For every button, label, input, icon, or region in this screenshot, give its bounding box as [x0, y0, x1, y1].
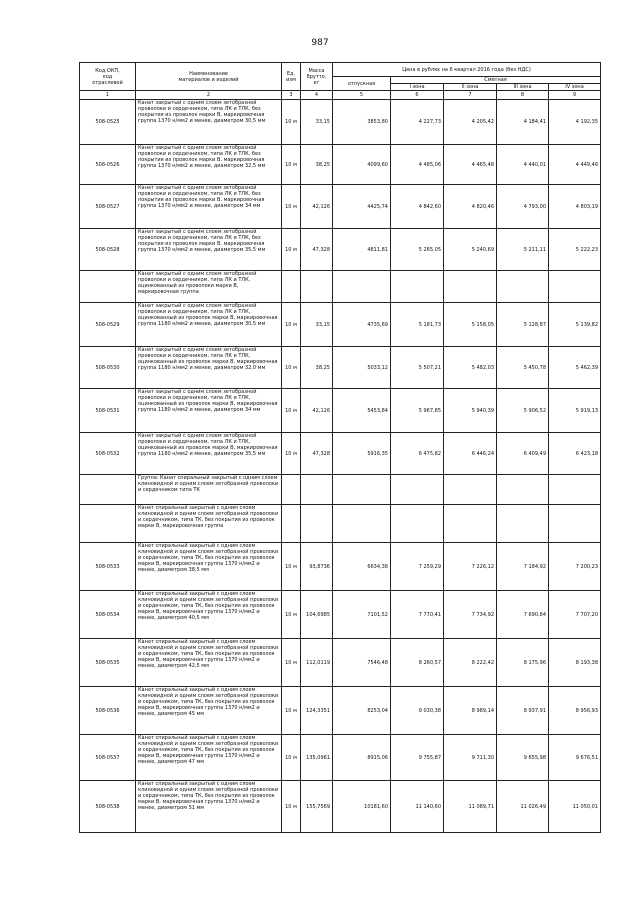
- row-name: Канат спиральный закрытый с одним слоем клиновидной и одним слоем зетобразной проволоки и сердечником, типа ТК, без покрытия из проволок марки В, маркировочная группа 1370 н/мм2 и менее, диаметром 51 мм: [136, 781, 282, 833]
- row-unit: 10 м: [282, 687, 301, 735]
- table-row: [80, 639, 601, 687]
- row-zone-4-price: [549, 505, 601, 543]
- row-code: 508-0526: [80, 145, 136, 185]
- table-row: [80, 781, 601, 833]
- row-zone-1-price: 4 485,06: [391, 145, 444, 185]
- row-mass: 42,126: [301, 185, 333, 229]
- table-row: [80, 347, 601, 389]
- row-zone-1-price: 4 842,60: [391, 185, 444, 229]
- col-num-3: 3: [282, 91, 301, 100]
- row-name: Канат закрытый с одним слоем зетобразной проволоки и сердечником, типа ЛК и ТЛК, оцинкованный из проволок марки В, маркировочная группа 1180 н/мм2 и менее, диаметром 34 мм: [136, 389, 282, 433]
- row-zone-2-price: [444, 475, 497, 505]
- row-unit: 10 м: [282, 145, 301, 185]
- table-row: [80, 229, 601, 271]
- row-release-price: 8915,06: [333, 735, 391, 781]
- row-name: Канат спиральный закрытый с одним слоем клиновидной и одним слоем зетобразной проволоки и сердечником, типа ТК, без покрытия из проволок марки В, маркировочная группа 1370 н/мм2 и менее, диаметром 42,5 мм: [136, 639, 282, 687]
- row-release-price: 3853,80: [333, 100, 391, 145]
- row-unit: 10 м: [282, 389, 301, 433]
- row-zone-3-price: 11 026,49: [497, 781, 549, 833]
- header-zone-3: III зона: [497, 84, 549, 91]
- header-unit: [282, 63, 301, 91]
- row-code: 508-0538: [80, 781, 136, 833]
- row-zone-2-price: 5 240,69: [444, 229, 497, 271]
- col-num-6: 6: [391, 91, 444, 100]
- row-zone-3-price: 7 690,84: [497, 591, 549, 639]
- row-zone-2-price: [444, 505, 497, 543]
- row-release-price: [333, 271, 391, 303]
- row-release-price: 5033,12: [333, 347, 391, 389]
- col-num-2: 2: [136, 91, 282, 100]
- row-zone-2-price: 8 222,42: [444, 639, 497, 687]
- row-zone-1-price: 8 260,57: [391, 639, 444, 687]
- header-estimated: Сметная: [391, 77, 601, 84]
- row-zone-4-price: 7 200,23: [549, 543, 601, 591]
- row-zone-4-price: 8 193,38: [549, 639, 601, 687]
- row-mass: 33,15: [301, 303, 333, 347]
- row-zone-4-price: 5 139,82: [549, 303, 601, 347]
- row-zone-3-price: 5 128,87: [497, 303, 549, 347]
- row-zone-4-price: 4 192,35: [549, 100, 601, 145]
- row-zone-1-price: 5 265,05: [391, 229, 444, 271]
- row-zone-2-price: 5 482,03: [444, 347, 497, 389]
- header-code-text: Код ОКП, код отраслевой: [92, 67, 123, 86]
- row-code: 508-0532: [80, 433, 136, 475]
- row-unit: [282, 475, 301, 505]
- col-num-8: 8: [497, 91, 549, 100]
- row-mass: [301, 271, 333, 303]
- header-name: [136, 63, 282, 91]
- table-row: [80, 271, 601, 303]
- row-zone-4-price: 4 803,19: [549, 185, 601, 229]
- row-zone-1-price: [391, 271, 444, 303]
- row-unit: 10 м: [282, 229, 301, 271]
- row-mass: 38,25: [301, 347, 333, 389]
- row-name: Канат спиральный закрытый с одним слоем клиновидной и одним слоем зетобразной проволоки и сердечником, типа ТК, без покрытия из проволок марки В, маркировочная группа 1370 н/мм2 и менее, диаметром 45 мм: [136, 687, 282, 735]
- row-mass: 38,25: [301, 145, 333, 185]
- table-row: [80, 100, 601, 145]
- table-row: [80, 145, 601, 185]
- table-row: [80, 591, 601, 639]
- row-zone-3-price: 8 175,96: [497, 639, 549, 687]
- row-zone-4-price: 11 050,01: [549, 781, 601, 833]
- row-zone-1-price: 6 475,82: [391, 433, 444, 475]
- row-code: 508-0537: [80, 735, 136, 781]
- row-release-price: 4425,74: [333, 185, 391, 229]
- row-zone-4-price: 8 956,93: [549, 687, 601, 735]
- row-zone-3-price: [497, 271, 549, 303]
- row-name: Канат закрытый с одним слоем зетобразной проволоки и сердечником, типа ЛК и ТЛК, оцинкованный из проволок марки В, маркировочная группа 1180 н/мм2 и менее, диаметром 30,5 мм: [136, 303, 282, 347]
- row-mass: 47,328: [301, 229, 333, 271]
- row-unit: 10 м: [282, 100, 301, 145]
- row-release-price: 7101,52: [333, 591, 391, 639]
- row-zone-1-price: 5 967,85: [391, 389, 444, 433]
- col-num-5: 5: [333, 91, 391, 100]
- row-code: 508-0529: [80, 303, 136, 347]
- row-zone-1-price: 9 755,87: [391, 735, 444, 781]
- table-row: [80, 735, 601, 781]
- row-zone-2-price: [444, 271, 497, 303]
- row-zone-3-price: 9 655,98: [497, 735, 549, 781]
- row-code: 508-0528: [80, 229, 136, 271]
- table-body: [80, 100, 601, 833]
- row-zone-3-price: 8 937,91: [497, 687, 549, 735]
- row-unit: 10 м: [282, 639, 301, 687]
- row-zone-4-price: 5 462,39: [549, 347, 601, 389]
- row-zone-4-price: 5 222,23: [549, 229, 601, 271]
- row-code: [80, 271, 136, 303]
- row-zone-2-price: 11 089,71: [444, 781, 497, 833]
- column-numbers-row: [80, 91, 601, 100]
- row-unit: 10 м: [282, 303, 301, 347]
- row-name: Группа: Канат спиральный закрытый с одним слоем клиновидной и одним слоем зетобразной проволоки и сердечником типа ТК: [136, 475, 282, 505]
- row-zone-1-price: 7 259,29: [391, 543, 444, 591]
- header-mass: [301, 63, 333, 91]
- table-row: [80, 433, 601, 475]
- row-zone-1-price: 5 507,21: [391, 347, 444, 389]
- table-row: [80, 505, 601, 543]
- row-zone-4-price: 6 423,18: [549, 433, 601, 475]
- row-zone-4-price: 7 707,20: [549, 591, 601, 639]
- row-zone-4-price: 9 676,51: [549, 735, 601, 781]
- row-release-price: [333, 505, 391, 543]
- row-mass: 135,0961: [301, 735, 333, 781]
- row-zone-3-price: [497, 505, 549, 543]
- row-name: Канат закрытый с одним слоем зетобразной проволоки и сердечником, типа ЛК и ТЛК, без покрытия из проволок марки В, маркировочная группа 1370 н/мм2 и менее, диаметром 32,5 мм: [136, 145, 282, 185]
- row-code: [80, 475, 136, 505]
- row-name: Канат спиральный закрытый с одним слоем клиновидной и одним слоем зетобразной проволоки и сердечником, типа ТК, без покрытия из проволок марки В, маркировочная группа 1370 н/мм2 и менее, диаметром 47 мм: [136, 735, 282, 781]
- row-code: [80, 505, 136, 543]
- row-mass: 112,0119: [301, 639, 333, 687]
- row-code: 508-0536: [80, 687, 136, 735]
- row-release-price: 6634,38: [333, 543, 391, 591]
- row-mass: [301, 505, 333, 543]
- header-name-text: Наименование материалов и изделий: [178, 70, 239, 83]
- row-mass: 47,328: [301, 433, 333, 475]
- row-code: 508-0535: [80, 639, 136, 687]
- header-price-title: Цена в рублях на 6 квартал 2016 года (без НДС): [333, 63, 601, 77]
- row-mass: 124,3351: [301, 687, 333, 735]
- row-release-price: 10181,60: [333, 781, 391, 833]
- price-table: [79, 62, 601, 833]
- row-code: 508-0534: [80, 591, 136, 639]
- row-release-price: 4099,60: [333, 145, 391, 185]
- row-mass: 93,8736: [301, 543, 333, 591]
- row-zone-2-price: 7 226,12: [444, 543, 497, 591]
- table-row: [80, 687, 601, 735]
- row-zone-2-price: 8 989,14: [444, 687, 497, 735]
- row-code: 508-0530: [80, 347, 136, 389]
- table-row: [80, 303, 601, 347]
- row-code: 508-0531: [80, 389, 136, 433]
- row-zone-3-price: [497, 475, 549, 505]
- row-zone-4-price: 4 449,46: [549, 145, 601, 185]
- row-name: Канат закрытый с одним слоем зетобразной проволоки и сердечником, типа ЛК и ТЛК, оцинкованный из проволок марки В, маркировочная группа 1180 н/мм2 и менее, диаметром 35,5 мм: [136, 433, 282, 475]
- header-release: отпускная: [333, 77, 391, 91]
- row-zone-1-price: 11 140,60: [391, 781, 444, 833]
- row-unit: 10 м: [282, 735, 301, 781]
- row-name: Канат спиральный закрытый с одним слоем клиновидной и одним слоем зетобразной проволоки и сердечником, типа ТК, без покрытия из проволок марки В, маркировочная группа 1370 н/мм2 и менее, диаметром 38,5 мм: [136, 543, 282, 591]
- row-zone-2-price: 4 820,46: [444, 185, 497, 229]
- row-name: Канат закрытый с одним слоем зетобразной проволоки и сердечником, типа ЛК и ТЛК, оцинкованный из проволоки марки В, маркировочная группа: [136, 271, 282, 303]
- row-mass: 104,6985: [301, 591, 333, 639]
- row-zone-1-price: [391, 505, 444, 543]
- row-name: Канат спиральный закрытый с одним слоем клиновидной и одним слоем зетобразной проволоки и сердечником, типа ТК, без покрытия из проволок марки В, маркировочная группа 1370 н/мм2 и менее, диаметром 40,5 мм: [136, 591, 282, 639]
- row-zone-1-price: 5 181,73: [391, 303, 444, 347]
- page-number: 987: [311, 38, 329, 48]
- row-zone-3-price: 5 211,11: [497, 229, 549, 271]
- row-mass: [301, 475, 333, 505]
- header-zone-1: I зона: [391, 84, 444, 91]
- table-row: [80, 543, 601, 591]
- row-name: Канат закрытый с одним слоем зетобразной проволоки и сердечником, типа ЛК и ТЛК, без покрытия из проволок марки В, маркировочная группа 1370 н/мм2 и менее, диаметром 35,5 мм: [136, 229, 282, 271]
- row-unit: 10 м: [282, 591, 301, 639]
- row-name: Канат закрытый с одним слоем зетобразной проволоки и сердечником, типа ЛК и ТЛК, оцинкованный из проволок марки В, маркировочная группа 1180 н/мм2 и менее, диаметром 32,0 мм: [136, 347, 282, 389]
- col-num-1: 1: [80, 91, 136, 100]
- row-unit: [282, 271, 301, 303]
- row-zone-2-price: 7 734,92: [444, 591, 497, 639]
- row-zone-2-price: 5 940,39: [444, 389, 497, 433]
- col-num-9: 9: [549, 91, 601, 100]
- table-row: [80, 185, 601, 229]
- col-num-4: 4: [301, 91, 333, 100]
- row-unit: 10 м: [282, 185, 301, 229]
- row-unit: [282, 505, 301, 543]
- row-unit: 10 м: [282, 781, 301, 833]
- row-zone-4-price: [549, 475, 601, 505]
- row-code: 508-0533: [80, 543, 136, 591]
- row-unit: 10 м: [282, 433, 301, 475]
- row-mass: 33,15: [301, 100, 333, 145]
- row-zone-1-price: [391, 475, 444, 505]
- row-zone-3-price: 4 440,01: [497, 145, 549, 185]
- row-release-price: 4811,81: [333, 229, 391, 271]
- row-zone-3-price: 5 906,52: [497, 389, 549, 433]
- header-zone-4: IV зона: [549, 84, 601, 91]
- col-num-7: 7: [444, 91, 497, 100]
- header-code: [80, 63, 136, 91]
- header-mass-text: Масса брутто, кг: [306, 67, 327, 86]
- row-mass: 42,126: [301, 389, 333, 433]
- header-zone-2: II зона: [444, 84, 497, 91]
- row-release-price: 4735,69: [333, 303, 391, 347]
- row-zone-3-price: 4 184,41: [497, 100, 549, 145]
- row-mass: 155,7569: [301, 781, 333, 833]
- row-zone-3-price: 5 450,78: [497, 347, 549, 389]
- row-code: 508-0527: [80, 185, 136, 229]
- row-code: 508-0525: [80, 100, 136, 145]
- row-name: Канат спиральный закрытый с одним слоем клиновидной и одним слоем зетобразной проволоки и сердечником, типа ТК, без покрытия из проволок марки В, маркировочная группа: [136, 505, 282, 543]
- row-unit: 10 м: [282, 347, 301, 389]
- row-unit: 10 м: [282, 543, 301, 591]
- row-release-price: 5453,84: [333, 389, 391, 433]
- row-zone-1-price: 9 030,38: [391, 687, 444, 735]
- row-zone-3-price: 7 184,92: [497, 543, 549, 591]
- row-zone-1-price: 4 227,73: [391, 100, 444, 145]
- row-name: Канат закрытый с одним слоем зетобразной проволоки и сердечником, типа ЛК и ТЛК, без покрытия из проволок марки В, маркировочная группа 1370 н/мм2 и менее, диаметром 34 мм: [136, 185, 282, 229]
- row-zone-2-price: 6 446,24: [444, 433, 497, 475]
- row-zone-1-price: 7 770,41: [391, 591, 444, 639]
- row-zone-2-price: 4 205,42: [444, 100, 497, 145]
- row-zone-2-price: 5 158,05: [444, 303, 497, 347]
- row-release-price: 8253,04: [333, 687, 391, 735]
- row-name: Канат закрытый с одним слоем зетобразной проволоки и сердечником, типа ЛК и ТЛК, без покрытия из проволок марки В, маркировочная группа 1370 н/мм2 и менее, диаметром 30,5 мм: [136, 100, 282, 145]
- table-row: [80, 389, 601, 433]
- row-release-price: 7546,48: [333, 639, 391, 687]
- row-zone-2-price: 9 711,30: [444, 735, 497, 781]
- row-zone-3-price: 6 409,49: [497, 433, 549, 475]
- row-zone-3-price: 4 793,00: [497, 185, 549, 229]
- row-release-price: 5916,35: [333, 433, 391, 475]
- header-unit-text: Ед. изм: [286, 70, 296, 83]
- row-zone-4-price: [549, 271, 601, 303]
- table-row: [80, 475, 601, 505]
- row-release-price: [333, 475, 391, 505]
- row-zone-4-price: 5 919,13: [549, 389, 601, 433]
- row-zone-2-price: 4 465,48: [444, 145, 497, 185]
